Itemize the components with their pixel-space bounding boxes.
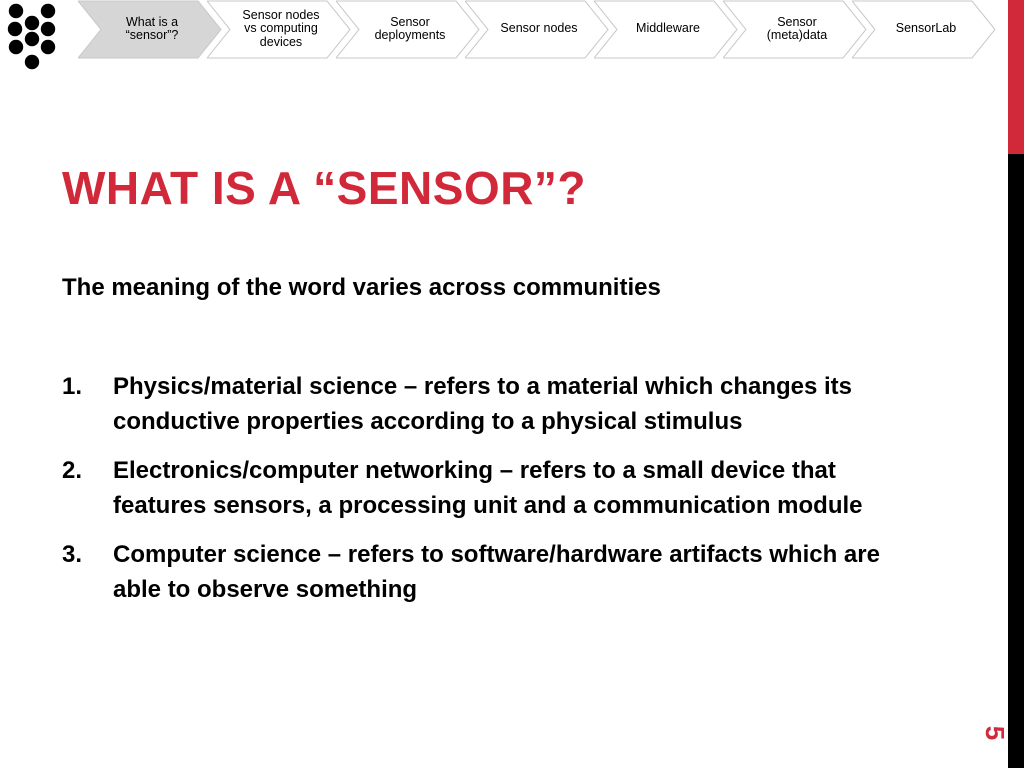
list-item-number: 3. bbox=[62, 541, 83, 568]
nav-tab-sensor-metadata[interactable] bbox=[723, 0, 869, 60]
nav-tab-label: Sensor nodes bbox=[500, 21, 578, 36]
nav-tab-middleware[interactable] bbox=[594, 0, 740, 60]
list-item bbox=[62, 538, 912, 607]
list-item bbox=[62, 370, 912, 439]
list-item-text: Computer science – refers to software/hardware artifacts which are able to observe something bbox=[113, 541, 880, 603]
nav-tab-label: Sensor (meta)data bbox=[766, 14, 828, 42]
definition-list bbox=[62, 370, 912, 622]
list-item-text: Electronics/computer networking – refers to a small device that features sensors, a processing unit and a communication module bbox=[113, 457, 863, 519]
nav-tab-label: What is a “sensor”? bbox=[125, 14, 179, 42]
nav-tab-what-is-a-sensor[interactable] bbox=[78, 0, 224, 60]
nav-tab-sensor-deployments[interactable] bbox=[336, 0, 482, 60]
dots-logo-icon bbox=[0, 0, 70, 72]
list-item bbox=[62, 454, 912, 523]
nav-tab-sensorlab[interactable] bbox=[852, 0, 998, 60]
nav-tab-label: SensorLab bbox=[895, 21, 957, 36]
nav-tab-sensor-nodes-vs-computing-devices[interactable] bbox=[207, 0, 353, 60]
nav-tab-label: Middleware bbox=[636, 21, 700, 36]
list-item-number: 2. bbox=[62, 457, 83, 484]
list-item-text: Physics/material science – refers to a material which changes its conductive properties according to a physical stimulus bbox=[113, 373, 853, 435]
nav-tab-label: Sensor deployments bbox=[374, 14, 446, 42]
section-navigation bbox=[78, 0, 1002, 60]
sidebar-dark-bar bbox=[1008, 154, 1024, 768]
nav-tab-sensor-nodes[interactable] bbox=[465, 0, 611, 60]
page-number: 5 bbox=[980, 725, 1011, 741]
list-item-number: 1. bbox=[62, 373, 83, 400]
slide-title: WHAT IS A “SENSOR”? bbox=[62, 162, 587, 214]
slide-intro: The meaning of the word varies across communities bbox=[62, 274, 661, 301]
sidebar-accent-bar bbox=[1008, 0, 1024, 154]
nav-tab-label: Sensor nodes vs computing devices bbox=[242, 7, 320, 49]
